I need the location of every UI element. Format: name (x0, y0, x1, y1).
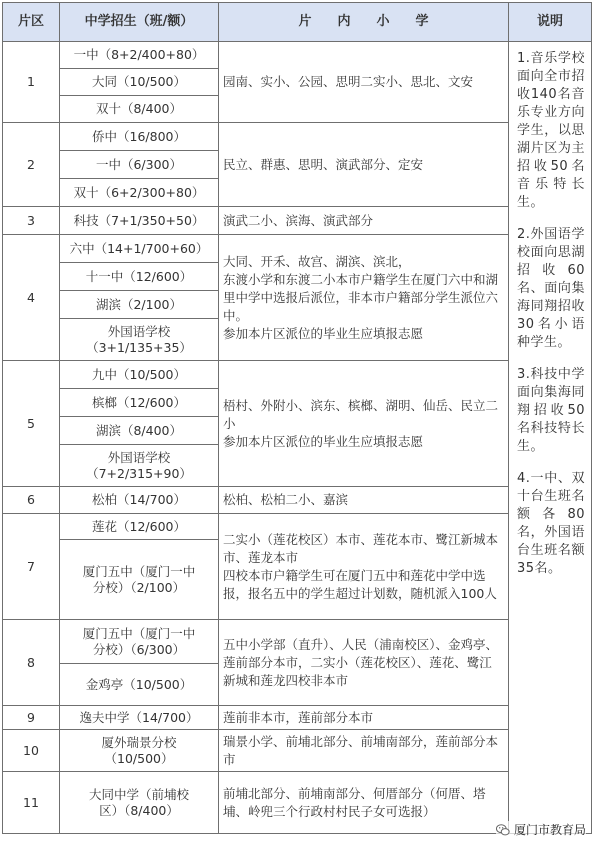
primary-schools-cell: 松柏、松柏二小、嘉滨 (219, 487, 509, 514)
middle-school-cell: 逸夫中学（14/700） (60, 706, 219, 730)
primary-schools-cell: 瑞景小学、前埔北部分、前埔南部分，莲前部分本市 (219, 730, 509, 772)
notes-cell (509, 42, 592, 834)
table-row (3, 42, 592, 69)
middle-school-cell: 厦外瑞景分校 （10/500） (60, 730, 219, 772)
header-row (3, 3, 592, 42)
middle-school-cell: 大同中学（前埔校 区）（8/400） (60, 772, 219, 834)
middle-school-cell: 六中（14+1/700+60） (60, 235, 219, 263)
note-item: 3.科技中学面向集海同翔招收50名科技特长生。 (517, 367, 585, 454)
district-cell: 9 (3, 706, 60, 730)
district-cell: 3 (3, 207, 60, 235)
wechat-icon (496, 823, 510, 837)
watermark (496, 821, 586, 838)
district-cell: 1 (3, 42, 60, 123)
middle-school-cell: 外国语学校 （7+2/315+90） (60, 445, 219, 487)
middle-school-cell: 外国语学校 （3+1/135+35） (60, 319, 219, 361)
note-item: 4.一中、双十台生班名额各80名，外国语台生班名额35名。 (517, 471, 585, 576)
primary-schools-cell: 演武二小、滨海、演武部分 (219, 207, 509, 235)
enrollment-table (2, 2, 592, 834)
middle-school-cell: 厦门五中（厦门一中 分校）（2/100） (60, 540, 219, 620)
middle-school-cell: 十一中（12/600） (60, 263, 219, 291)
district-cell: 5 (3, 361, 60, 487)
primary-schools-cell: 二实小（莲花校区）本市、莲花本市、鹭江新城本市、莲龙本市 四校本市户籍学生可在厦门五中和莲花中学中选报，报名五中的学生超过计划数，随机派入100人 (219, 514, 509, 620)
district-cell: 8 (3, 620, 60, 706)
primary-schools-cell: 大同、开禾、故宫、湖滨、滨北， 东渡小学和东渡二小本市户籍学生在厦门六中和湖里中学中选报后派位，非本市户籍部分学生派位六中。 参加本片区派位的毕业生应填报志愿 (219, 235, 509, 361)
district-cell: 2 (3, 123, 60, 207)
district-cell: 7 (3, 514, 60, 620)
table-row (3, 123, 592, 151)
header-middle-school: 中学招生（班/额） (60, 3, 219, 42)
table-row (3, 730, 592, 772)
middle-school-cell: 湖滨（2/100） (60, 291, 219, 319)
table-row (3, 706, 592, 730)
table-row (3, 235, 592, 263)
middle-school-cell: 侨中（16/800） (60, 123, 219, 151)
header-primary-schools: 片 内 小 学 (219, 3, 509, 42)
middle-school-cell: 湖滨（8/400） (60, 417, 219, 445)
middle-school-cell: 科技（7+1/350+50） (60, 207, 219, 235)
middle-school-cell: 金鸡亭（10/500） (60, 664, 219, 706)
primary-schools-cell: 莲前非本市，莲前部分本市 (219, 706, 509, 730)
middle-school-cell: 槟榔（12/600） (60, 389, 219, 417)
primary-schools-cell: 园南、实小、公园、思明二实小、思北、文安 (219, 42, 509, 123)
primary-schools-cell: 前埔北部分、前埔南部分、何厝部分（何厝、塔埔、岭兜三个行政村村民子女可选报） (219, 772, 509, 834)
note-item: 2.外国语学校面向思湖招收60名、面向集海同翔招收30名小语种学生。 (517, 227, 585, 350)
middle-school-cell: 双十（6+2/300+80） (60, 179, 219, 207)
middle-school-cell: 双十（8/400） (60, 96, 219, 123)
header-notes: 说明 (509, 3, 592, 42)
table-row (3, 487, 592, 514)
middle-school-cell: 一中（8+2/400+80） (60, 42, 219, 69)
note-item: 1.音乐学校面向全市招收140名音乐专业方向学生，以思湖片区为主招收50名音乐特长生。 (517, 51, 585, 210)
district-cell: 6 (3, 487, 60, 514)
table-row (3, 207, 592, 235)
district-cell: 11 (3, 772, 60, 834)
middle-school-cell: 一中（6/300） (60, 151, 219, 179)
district-cell: 4 (3, 235, 60, 361)
primary-schools-cell: 五中小学部（直升）、人民（浦南校区）、金鸡亭、莲前部分本市，二实小（莲花校区）、莲花、鹭江新城和莲龙四校非本市 (219, 620, 509, 706)
middle-school-cell: 松柏（14/700） (60, 487, 219, 514)
middle-school-cell: 大同（10/500） (60, 69, 219, 96)
primary-schools-cell: 民立、群惠、思明、演武部分、定安 (219, 123, 509, 207)
table-row (3, 361, 592, 389)
table-row (3, 514, 592, 540)
middle-school-cell: 厦门五中（厦门一中 分校）（6/300） (60, 620, 219, 664)
middle-school-cell: 九中（10/500） (60, 361, 219, 389)
middle-school-cell: 莲花（12/600） (60, 514, 219, 540)
district-cell: 10 (3, 730, 60, 772)
header-district: 片区 (3, 3, 60, 42)
watermark-text: 厦门市教育局 (513, 823, 586, 837)
table-row (3, 620, 592, 664)
primary-schools-cell: 梧村、外附小、滨东、槟榔、湖明、仙岳、民立二小 参加本片区派位的毕业生应填报志愿 (219, 361, 509, 487)
